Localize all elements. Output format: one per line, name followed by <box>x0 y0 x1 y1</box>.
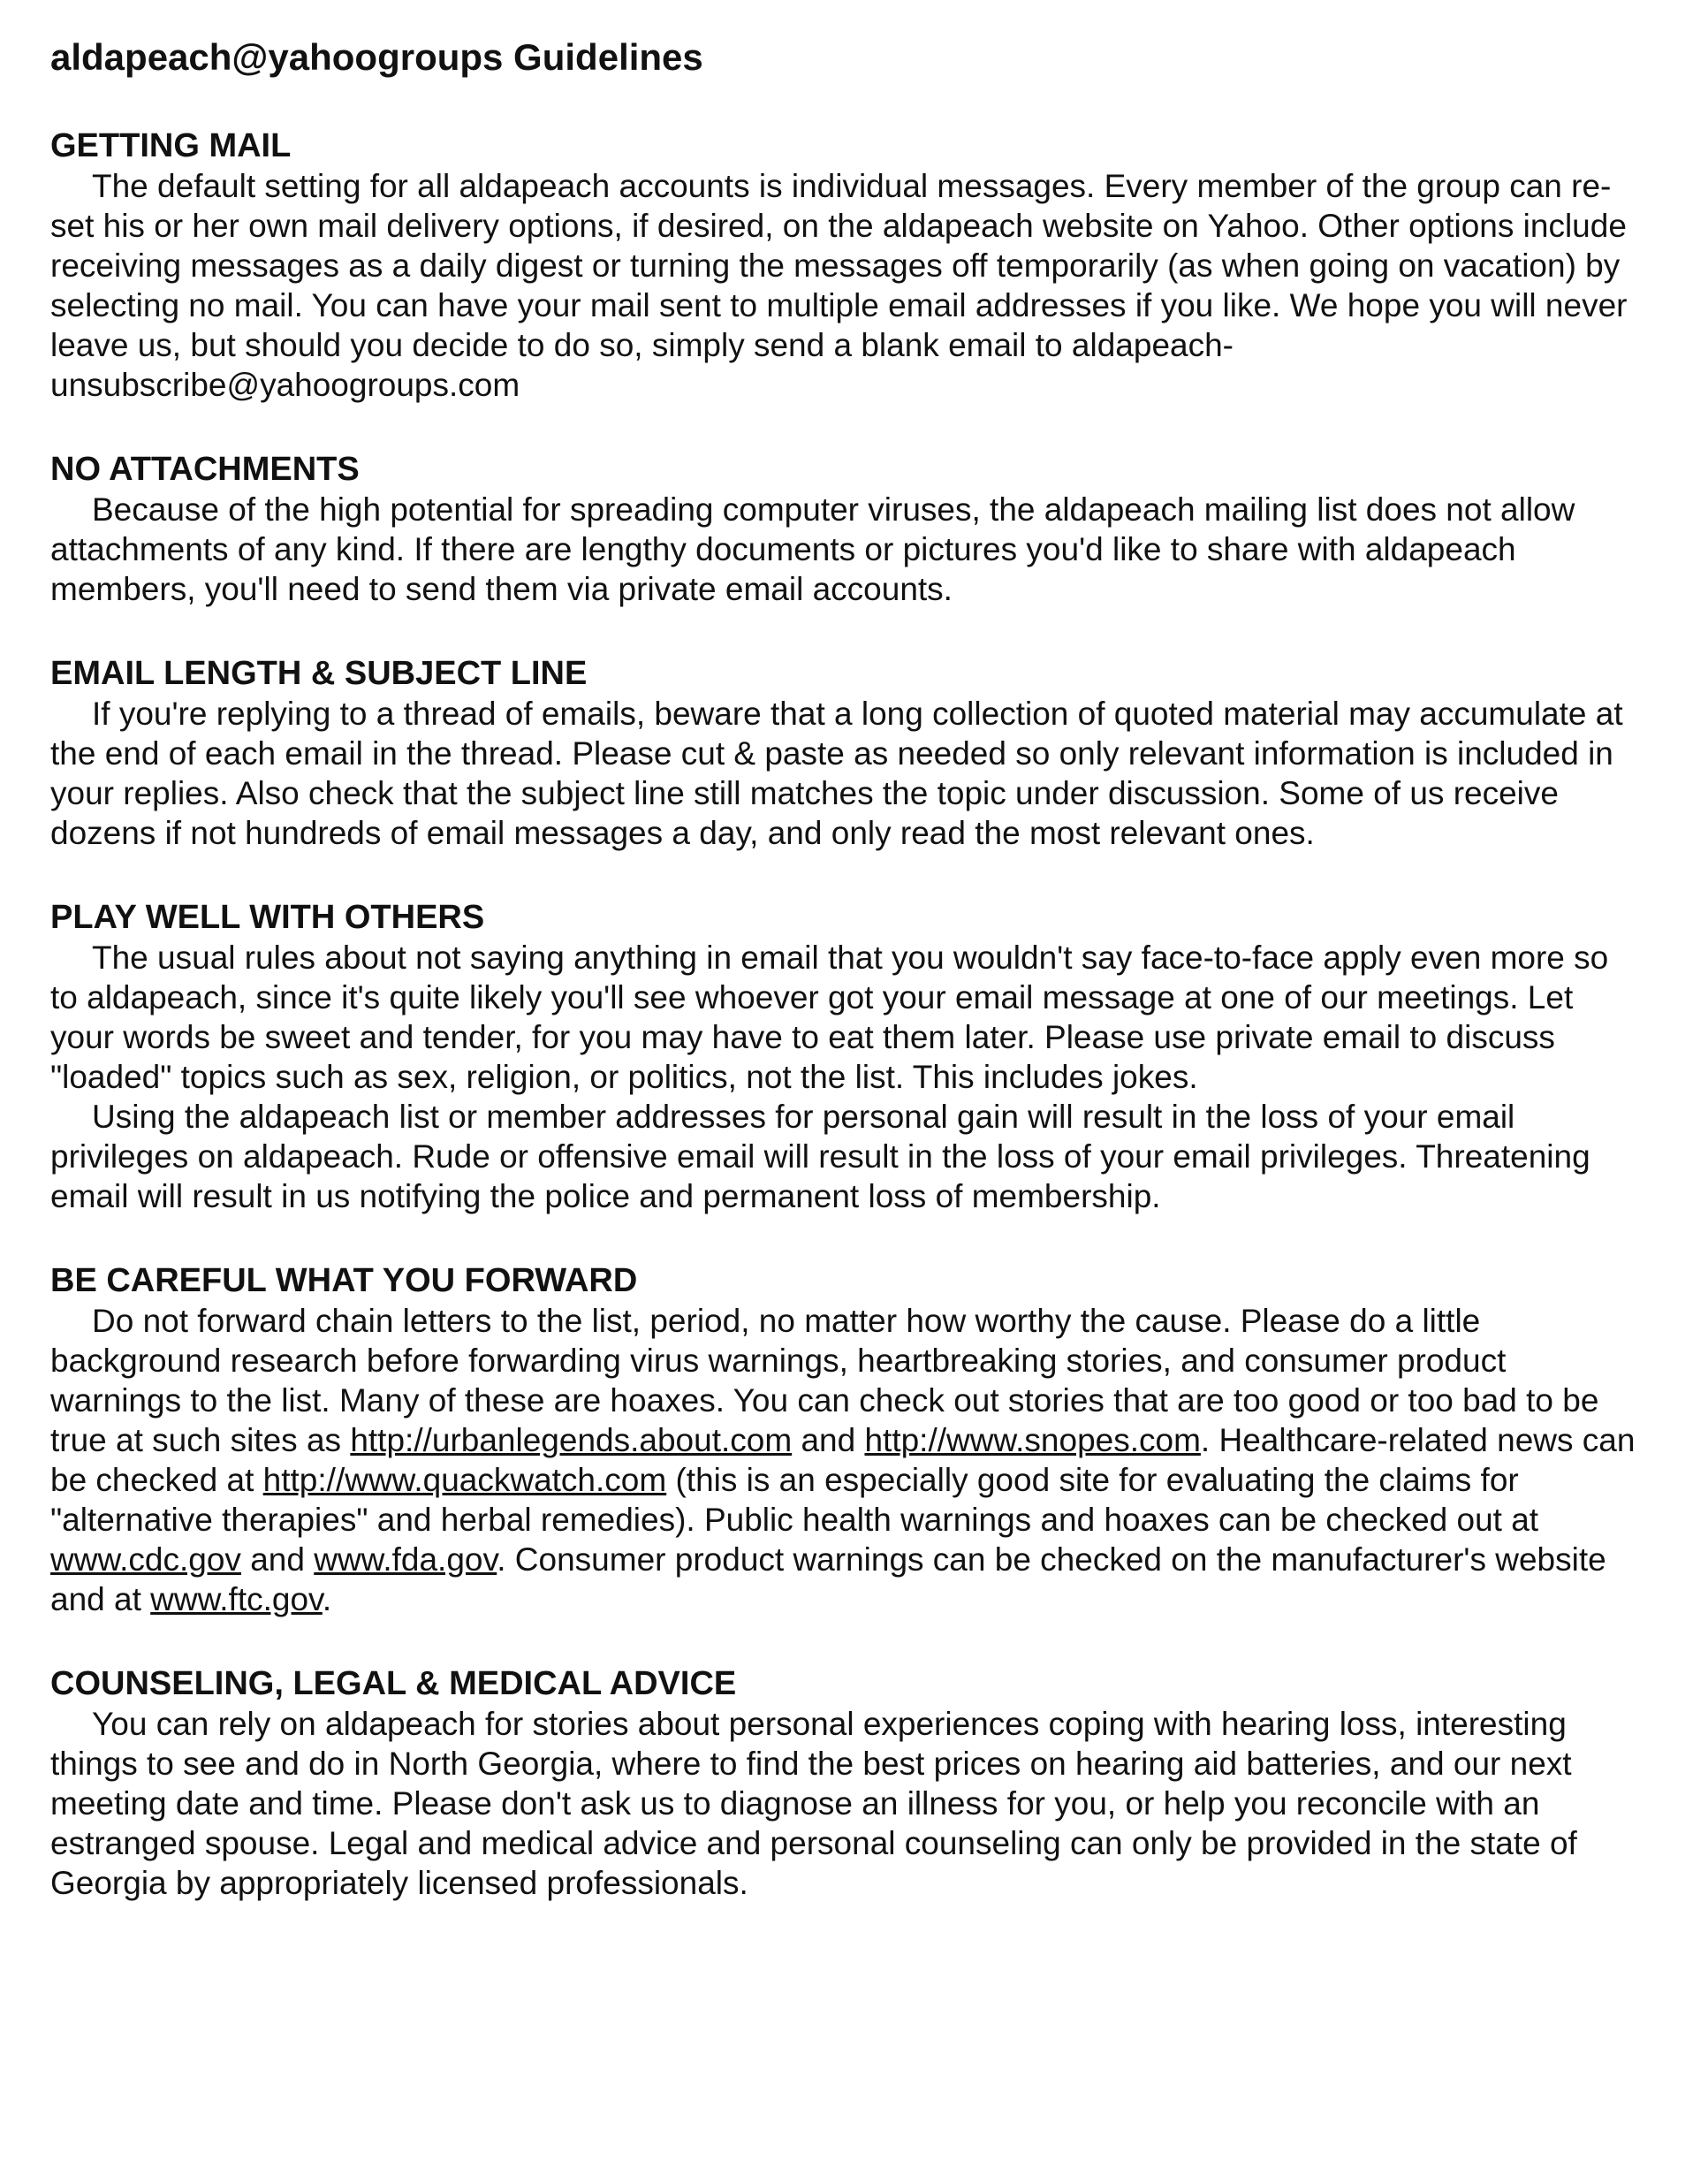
quackwatch-link[interactable]: http://www.quackwatch.com <box>262 1462 667 1498</box>
paragraph-text: . Healthcare-related news can be checked at <box>50 1422 1636 1498</box>
ftc-link[interactable]: www.ftc.gov <box>150 1581 323 1617</box>
paragraph-text: (this is an especially good site for evaluating the claims for "alternative therapies" and herbal remedies). Public health warnings and hoaxes can be checked out at <box>50 1462 1539 1538</box>
section-heading: PLAY WELL WITH OTHERS <box>50 899 485 936</box>
section-paragraph: If you're replying to a thread of emails, beware that a long collection of quoted material may accumulate at the end of each email in the thread. Please cut & paste as needed so only relevant information is included in your replies. Also check that the subject line still matches the topic under discussion. Some of us receive dozens if not hundreds of email messages a day, and only read the most relevant ones. <box>50 696 1623 851</box>
section-careful-forward <box>50 1260 1641 1619</box>
section-counseling-advice <box>50 1663 1641 1903</box>
section-no-attachments <box>50 449 1641 609</box>
section-heading: BE CAREFUL WHAT YOU FORWARD <box>50 1262 638 1299</box>
guidelines-page <box>50 32 1641 1947</box>
snopes-link[interactable]: http://www.snopes.com <box>864 1422 1201 1458</box>
section-paragraph: Using the aldapeach list or member addresses for personal gain will result in the loss of your email privileges on aldapeach. Rude or offensive email will result in the loss of your email privileges. Threatening email will result in us notifying the police and permanent loss of membership. <box>50 1099 1590 1214</box>
urbanlegends-link[interactable]: http://urbanlegends.about.com <box>350 1422 793 1458</box>
paragraph-text: and <box>792 1422 865 1458</box>
section-play-well <box>50 897 1641 1216</box>
cdc-link[interactable]: www.cdc.gov <box>50 1541 241 1578</box>
section-paragraph: Because of the high potential for spreading computer viruses, the aldapeach mailing list does not allow attachments of any kind. If there are lengthy documents or pictures you'd like to share with aldapeach members, you'll need to send them via private email accounts. <box>50 491 1575 607</box>
section-paragraph <box>50 1301 1641 1619</box>
section-paragraph: You can rely on aldapeach for stories about personal experiences coping with hearing loss, interesting things to see and do in North Georgia, where to find the best prices on hearing aid batteries, and our next meeting date and time. Please don't ask us to diagnose an illness for you, or help you reconcile with an estranged spouse. Legal and medical advice and personal counseling can only be provided in the state of Georgia by appropriately licensed professionals. <box>50 1706 1577 1901</box>
section-getting-mail <box>50 126 1641 405</box>
fda-link[interactable]: www.fda.gov <box>314 1541 497 1578</box>
section-heading: NO ATTACHMENTS <box>50 451 360 488</box>
section-email-length <box>50 653 1641 853</box>
section-heading: COUNSELING, LEGAL & MEDICAL ADVICE <box>50 1665 737 1702</box>
section-paragraph: The default setting for all aldapeach accounts is individual messages. Every member of the group can re-set his or her own mail delivery options, if desired, on the aldapeach website on Yahoo. Other options include receiving messages as a daily digest or turning the messages off temporarily (as when going on vacation) by selecting no mail. You can have your mail sent to multiple email addresses if you like. We hope you will never leave us, but should you decide to do so, simply send a blank email to aldapeach-unsubscribe@yahoogroups.com <box>50 168 1628 403</box>
paragraph-text: . Consumer product warnings can be checked on the manufacturer's website and at <box>50 1541 1606 1617</box>
section-paragraph: The usual rules about not saying anything in email that you wouldn't say face-to-face apply even more so to aldapeach, since it's quite likely you'll see whoever got your email message at one of our meetings. Let your words be sweet and tender, for you may have to eat them later. Please use private email to discuss "loaded" topics such as sex, religion, or politics, not the list. This includes jokes. <box>50 939 1609 1095</box>
document-title: aldapeach@yahoogroups Guidelines <box>50 36 703 78</box>
paragraph-text: and <box>240 1541 315 1578</box>
section-heading: GETTING MAIL <box>50 127 292 164</box>
section-heading: EMAIL LENGTH & SUBJECT LINE <box>50 655 588 692</box>
paragraph-text: . <box>322 1581 332 1617</box>
paragraph-text: Do not forward chain letters to the list, period, no matter how worthy the cause. Please do a little background research before forwarding virus warnings, heartbreaking stories, and consumer product warnings to the list. Many of these are hoaxes. You can check out stories that are too good or too bad to be true at such sites as <box>50 1303 1599 1458</box>
